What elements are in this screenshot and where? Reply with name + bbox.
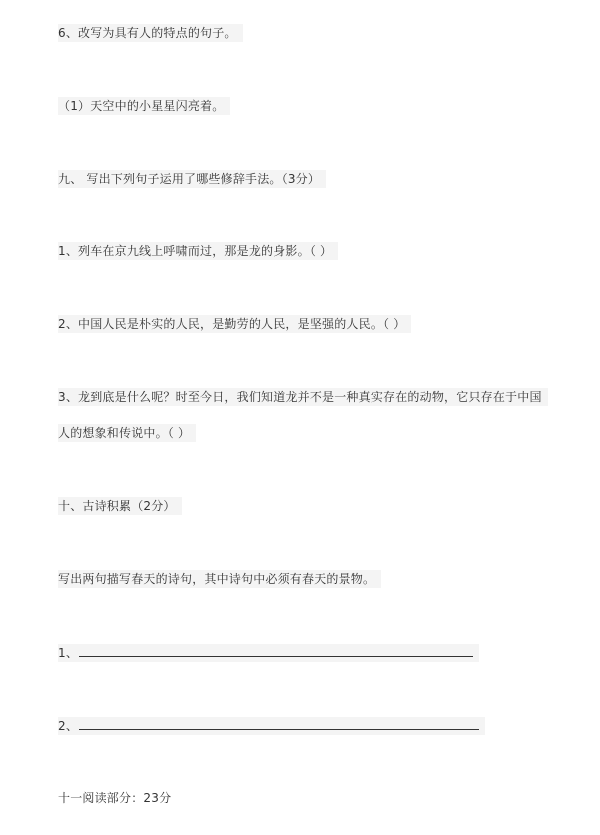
section-11-heading-text: 十一阅读部分：23分 [58,791,172,805]
section-9-item-2 [58,316,411,332]
answer-line-2-container [58,717,485,735]
section-9-item-1-text: 1、列车在京九线上呼啸而过，那是龙的身影。（ ） [58,242,338,260]
question-6-item-1-text: （1）天空中的小星星闪亮着。 [58,97,230,115]
section-9-item-3-text-2: 人的想象和传说中。（ ） [58,424,196,442]
answer-blank-1[interactable] [79,644,473,657]
section-10-heading [58,498,182,514]
section-10-instruction-text: 写出两句描写春天的诗句，其中诗句中必须有春天的景物。 [58,570,381,588]
section-11-heading [58,790,171,806]
answer-line-1-label: 1、 [58,646,79,660]
section-9-heading [58,171,326,187]
question-6-heading-text: 6、改写为具有人的特点的句子。 [58,24,243,42]
answer-line-2-label: 2、 [58,719,79,733]
question-6-item-1 [58,98,230,114]
section-9-item-3-line-2 [58,425,196,441]
answer-line-2 [58,717,485,734]
question-6-heading [58,25,243,41]
answer-blank-2[interactable] [79,717,479,730]
section-9-heading-text: 九、 写出下列句子运用了哪些修辞手法。（3分） [58,170,326,188]
section-10-heading-text: 十、古诗积累（2分） [58,497,182,515]
section-10-instruction [58,571,381,587]
section-9-item-3-text-1: 3、龙到底是什么呢？时至今日，我们知道龙并不是一种真实存在的动物，它只存在于中国 [58,388,548,406]
section-9-item-2-text: 2、中国人民是朴实的人民，是勤劳的人民，是坚强的人民。（ ） [58,315,411,333]
answer-line-1 [58,644,479,661]
answer-line-1-container [58,644,479,662]
section-9-item-3-line-1 [58,389,548,405]
section-9-item-1 [58,243,338,259]
